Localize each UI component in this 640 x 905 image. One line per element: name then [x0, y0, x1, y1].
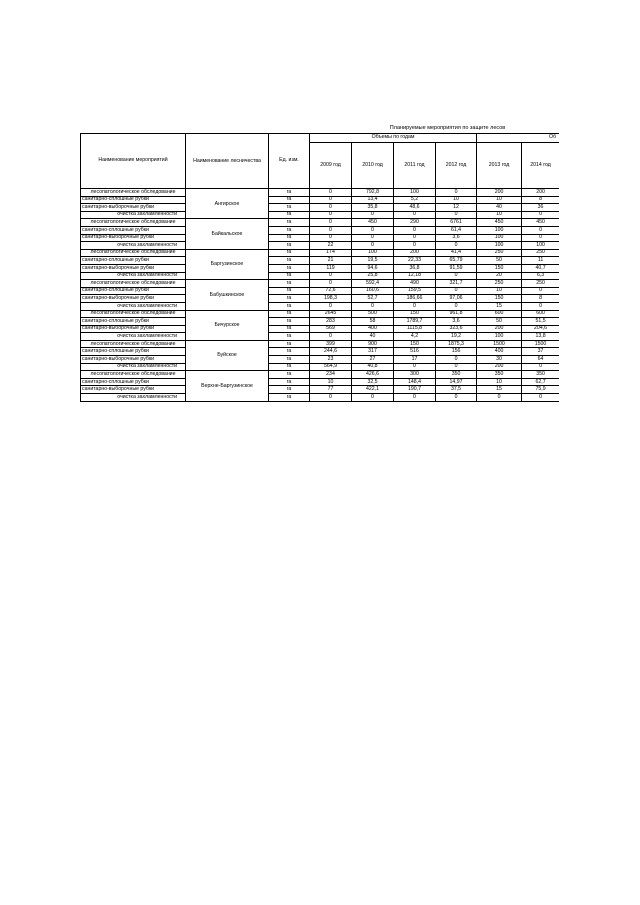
forestry-cell: Бичурское — [186, 310, 269, 340]
unit-cell: га — [269, 287, 310, 295]
table-row — [81, 348, 560, 356]
measure-cell: очистка захламленности — [81, 211, 186, 219]
unit-cell: га — [269, 204, 310, 212]
table-row — [81, 310, 560, 318]
value-cell: 100 — [352, 249, 394, 257]
table-row — [81, 356, 560, 364]
measure-cell: санитарно-выборочные рубки — [81, 356, 186, 364]
value-cell: 516 — [394, 348, 436, 356]
table-row — [81, 378, 560, 386]
forestry-cell: Байкальское — [186, 219, 269, 249]
unit-cell: га — [269, 386, 310, 394]
value-cell: 250 — [477, 280, 522, 288]
value-cell: 0 — [436, 189, 477, 197]
measure-cell: санитарно-выборочные рубки — [81, 204, 186, 212]
value-cell: 0 — [522, 394, 559, 402]
value-cell: 14,97 — [436, 378, 477, 386]
table-row — [81, 219, 560, 227]
unit-cell: га — [269, 302, 310, 310]
value-cell: 40 — [352, 333, 394, 341]
value-cell: 0 — [522, 226, 559, 234]
table-row — [81, 249, 560, 257]
value-cell: 51,5 — [522, 318, 559, 326]
value-cell: 32,5 — [352, 378, 394, 386]
value-cell: 0 — [436, 356, 477, 364]
value-cell: 0 — [310, 211, 352, 219]
measure-cell: очистка захламленности — [81, 363, 186, 371]
value-cell: 174 — [310, 249, 352, 257]
value-cell: 150 — [394, 340, 436, 348]
protection-plan-table-block — [80, 124, 559, 441]
value-cell: 94,6 — [352, 264, 394, 272]
value-cell: 300 — [394, 371, 436, 379]
value-cell: 0 — [310, 234, 352, 242]
value-cell: 160,6 — [352, 287, 394, 295]
value-cell: 10 — [477, 287, 522, 295]
value-cell: 350 — [436, 371, 477, 379]
value-cell: 48,6 — [394, 204, 436, 212]
value-cell: 36 — [522, 204, 559, 212]
table-row — [81, 394, 560, 402]
measure-cell: очистка захламленности — [81, 302, 186, 310]
value-cell: 50 — [477, 318, 522, 326]
value-cell: 0 — [394, 234, 436, 242]
value-cell: 119 — [310, 264, 352, 272]
value-cell: 0 — [436, 211, 477, 219]
measure-cell: санитарно-выборочные рубки — [81, 325, 186, 333]
value-cell: 23 — [310, 356, 352, 364]
table-row — [81, 340, 560, 348]
value-cell: 148,4 — [394, 378, 436, 386]
value-cell: 200 — [477, 189, 522, 197]
header-forestry: Наименование лесничества — [186, 134, 269, 189]
value-cell: 0 — [522, 211, 559, 219]
table-row — [81, 325, 560, 333]
unit-cell: га — [269, 378, 310, 386]
value-cell: 0 — [310, 219, 352, 227]
value-cell: 426,6 — [352, 371, 394, 379]
value-cell: 19,5 — [352, 257, 394, 265]
value-cell: 36,8 — [394, 264, 436, 272]
value-cell: 0 — [394, 242, 436, 250]
value-cell: 961,8 — [436, 310, 477, 318]
unit-cell: га — [269, 272, 310, 280]
value-cell: 40 — [477, 204, 522, 212]
value-cell: 0 — [394, 302, 436, 310]
table-body — [81, 189, 560, 402]
value-cell: 100 — [477, 242, 522, 250]
forestry-cell: Буйское — [186, 340, 269, 370]
protection-plan-table — [80, 133, 559, 402]
table-row — [81, 295, 560, 303]
measure-cell: санитарно-сплошные рубки — [81, 196, 186, 204]
value-cell: 10 — [477, 196, 522, 204]
value-cell: 290 — [394, 219, 436, 227]
unit-cell: га — [269, 189, 310, 197]
value-cell: 27 — [352, 356, 394, 364]
unit-cell: га — [269, 242, 310, 250]
value-cell: 77 — [310, 386, 352, 394]
value-cell: 450 — [477, 219, 522, 227]
value-cell: 100 — [477, 333, 522, 341]
value-cell: 0 — [352, 226, 394, 234]
table-row — [81, 204, 560, 212]
unit-cell: га — [269, 318, 310, 326]
value-cell: 200 — [522, 189, 559, 197]
value-cell: 0 — [352, 394, 394, 402]
value-cell: 321,7 — [436, 280, 477, 288]
measure-cell: санитарно-сплошные рубки — [81, 226, 186, 234]
value-cell: 0 — [310, 204, 352, 212]
header-year: 2014 год — [522, 143, 559, 189]
unit-cell: га — [269, 257, 310, 265]
measure-cell: санитарно-выборочные рубки — [81, 234, 186, 242]
measure-cell: очистка захламленности — [81, 394, 186, 402]
value-cell: 1500 — [477, 340, 522, 348]
value-cell: 569 — [310, 325, 352, 333]
value-cell: 2645 — [310, 310, 352, 318]
value-cell: 450 — [352, 219, 394, 227]
value-cell: 100 — [477, 226, 522, 234]
value-cell: 1875,3 — [436, 340, 477, 348]
value-cell: 283 — [310, 318, 352, 326]
value-cell: 150 — [477, 264, 522, 272]
value-cell: 10 — [477, 211, 522, 219]
value-cell: 0 — [352, 234, 394, 242]
measure-cell: очистка захламленности — [81, 272, 186, 280]
value-cell: 13,8 — [522, 333, 559, 341]
forestry-cell: Ангирское — [186, 189, 269, 219]
table-caption: Планируемые мероприятия по защите лесов — [389, 125, 506, 131]
measure-cell: санитарно-выборочные рубки — [81, 386, 186, 394]
unit-cell: га — [269, 234, 310, 242]
unit-cell: га — [269, 348, 310, 356]
value-cell: 422,1 — [352, 386, 394, 394]
forestry-cell: Верхне-Баргузинское — [186, 371, 269, 401]
measure-cell: лесопатологическое обследование — [81, 219, 186, 227]
unit-cell: га — [269, 310, 310, 318]
table-row — [81, 280, 560, 288]
value-cell: 40,7 — [522, 264, 559, 272]
forestry-cell: Бабушкинское — [186, 280, 269, 310]
value-cell: 0 — [436, 302, 477, 310]
value-cell: 490 — [394, 280, 436, 288]
value-cell: 22,33 — [394, 257, 436, 265]
value-cell: 20 — [477, 272, 522, 280]
value-cell: 564,9 — [310, 363, 352, 371]
value-cell: 0 — [522, 302, 559, 310]
measure-cell: лесопатологическое обследование — [81, 280, 186, 288]
value-cell: 41,4 — [436, 249, 477, 257]
value-cell: 3,6 — [436, 234, 477, 242]
measure-cell: санитарно-выборочные рубки — [81, 295, 186, 303]
value-cell: 190,7 — [394, 386, 436, 394]
measure-cell: лесопатологическое обследование — [81, 371, 186, 379]
value-cell: 0 — [310, 196, 352, 204]
table-row — [81, 318, 560, 326]
value-cell: 22 — [310, 242, 352, 250]
value-cell: 100 — [522, 242, 559, 250]
table-row — [81, 189, 560, 197]
value-cell: 400 — [352, 325, 394, 333]
unit-cell: га — [269, 371, 310, 379]
measure-cell: санитарно-сплошные рубки — [81, 287, 186, 295]
value-cell: 37,5 — [436, 386, 477, 394]
table-row — [81, 386, 560, 394]
table-row — [81, 234, 560, 242]
unit-cell: га — [269, 196, 310, 204]
value-cell: 200 — [394, 249, 436, 257]
value-cell: 72,6 — [310, 287, 352, 295]
value-cell: 12,18 — [394, 272, 436, 280]
value-cell: 156 — [436, 348, 477, 356]
header-year: 2013 год — [477, 143, 522, 189]
value-cell: 0 — [394, 394, 436, 402]
value-cell: 30 — [477, 356, 522, 364]
value-cell: 0 — [352, 302, 394, 310]
value-cell: 3,6 — [436, 318, 477, 326]
value-cell: 6,3 — [522, 272, 559, 280]
value-cell: 19,2 — [436, 333, 477, 341]
value-cell: 0 — [310, 272, 352, 280]
value-cell: 8 — [522, 295, 559, 303]
value-cell: 0 — [436, 242, 477, 250]
value-cell: 0 — [310, 333, 352, 341]
value-cell: 52,7 — [352, 295, 394, 303]
measure-cell: санитарно-сплошные рубки — [81, 348, 186, 356]
value-cell: 0 — [394, 363, 436, 371]
unit-cell: га — [269, 219, 310, 227]
value-cell: 0 — [477, 394, 522, 402]
value-cell: 0 — [522, 234, 559, 242]
value-cell: 21 — [310, 257, 352, 265]
value-cell: 198,3 — [310, 295, 352, 303]
unit-cell: га — [269, 211, 310, 219]
value-cell: 10 — [436, 196, 477, 204]
value-cell: 234 — [310, 371, 352, 379]
value-cell: 244,6 — [310, 348, 352, 356]
value-cell: 1500 — [522, 340, 559, 348]
unit-cell: га — [269, 295, 310, 303]
measure-cell: санитарно-сплошные рубки — [81, 257, 186, 265]
table-row — [81, 211, 560, 219]
measure-cell: лесопатологическое обследование — [81, 310, 186, 318]
value-cell: 0 — [522, 287, 559, 295]
value-cell: 350 — [477, 371, 522, 379]
measure-cell: лесопатологическое обследование — [81, 189, 186, 197]
unit-cell: га — [269, 363, 310, 371]
value-cell: 900 — [352, 340, 394, 348]
value-cell: 1115,8 — [394, 325, 436, 333]
value-cell: 323,6 — [436, 325, 477, 333]
table-row — [81, 196, 560, 204]
header-year: 2012 год — [436, 143, 477, 189]
value-cell: 0 — [522, 363, 559, 371]
value-cell: 13,4 — [352, 196, 394, 204]
value-cell: 500 — [352, 310, 394, 318]
measure-cell: очистка захламленности — [81, 242, 186, 250]
unit-cell: га — [269, 333, 310, 341]
unit-cell: га — [269, 264, 310, 272]
table-row — [81, 272, 560, 280]
value-cell: 15 — [477, 386, 522, 394]
value-cell: 5,2 — [394, 196, 436, 204]
header-year: 2010 год — [352, 143, 394, 189]
value-cell: 12 — [436, 204, 477, 212]
value-cell: 58 — [352, 318, 394, 326]
value-cell: 15 — [477, 302, 522, 310]
value-cell: 250 — [522, 280, 559, 288]
value-cell: 10 — [310, 378, 352, 386]
value-cell: 250 — [522, 249, 559, 257]
header-volumes: Объемы по годам — [310, 134, 477, 143]
unit-cell: га — [269, 280, 310, 288]
value-cell: 204,6 — [522, 325, 559, 333]
value-cell: 0 — [310, 394, 352, 402]
value-cell: 150 — [477, 295, 522, 303]
value-cell: 150 — [394, 310, 436, 318]
value-cell: 0 — [394, 226, 436, 234]
header-volumes-overflow: Об — [477, 134, 559, 143]
value-cell: 350 — [522, 371, 559, 379]
value-cell: 186,66 — [394, 295, 436, 303]
value-cell: 100 — [477, 234, 522, 242]
header-year: 2011 год — [394, 143, 436, 189]
value-cell: 0 — [436, 394, 477, 402]
value-cell: 399 — [310, 340, 352, 348]
table-row — [81, 242, 560, 250]
value-cell: 4,2 — [394, 333, 436, 341]
value-cell: 0 — [352, 242, 394, 250]
value-cell: 600 — [522, 310, 559, 318]
value-cell: 792,8 — [352, 189, 394, 197]
unit-cell: га — [269, 394, 310, 402]
value-cell: 8 — [522, 196, 559, 204]
value-cell: 317 — [352, 348, 394, 356]
value-cell: 64 — [522, 356, 559, 364]
measure-cell: лесопатологическое обследование — [81, 340, 186, 348]
value-cell: 0 — [310, 226, 352, 234]
unit-cell: га — [269, 226, 310, 234]
header-measure: Наименование мероприятий — [81, 134, 186, 189]
unit-cell: га — [269, 356, 310, 364]
unit-cell: га — [269, 249, 310, 257]
value-cell: 0 — [436, 272, 477, 280]
value-cell: 200 — [477, 363, 522, 371]
measure-cell: санитарно-сплошные рубки — [81, 378, 186, 386]
header-unit: Ед. изм. — [269, 134, 310, 189]
value-cell: 65,79 — [436, 257, 477, 265]
value-cell: 6761 — [436, 219, 477, 227]
value-cell: 91,59 — [436, 264, 477, 272]
table-row — [81, 371, 560, 379]
value-cell: 200 — [477, 325, 522, 333]
measure-cell: санитарно-сплошные рубки — [81, 318, 186, 326]
value-cell: 10 — [477, 378, 522, 386]
value-cell: 62,7 — [522, 378, 559, 386]
unit-cell: га — [269, 325, 310, 333]
value-cell: 400 — [477, 348, 522, 356]
table-row — [81, 264, 560, 272]
value-cell: 35,8 — [352, 204, 394, 212]
value-cell: 0 — [436, 363, 477, 371]
header-year: 2009 год — [310, 143, 352, 189]
value-cell: 450 — [522, 219, 559, 227]
value-cell: 1789,7 — [394, 318, 436, 326]
table-row — [81, 287, 560, 295]
value-cell: 11 — [522, 257, 559, 265]
unit-cell: га — [269, 340, 310, 348]
value-cell: 40,8 — [352, 363, 394, 371]
measure-cell: очистка захламленности — [81, 333, 186, 341]
value-cell: 159,5 — [394, 287, 436, 295]
value-cell: 100 — [394, 189, 436, 197]
value-cell: 600 — [477, 310, 522, 318]
value-cell: 0 — [310, 280, 352, 288]
table-row — [81, 257, 560, 265]
forestry-cell: Баргузинское — [186, 249, 269, 279]
value-cell: 0 — [310, 302, 352, 310]
measure-cell: санитарно-выборочные рубки — [81, 264, 186, 272]
value-cell: 97,06 — [436, 295, 477, 303]
value-cell: 0 — [394, 211, 436, 219]
table-row — [81, 226, 560, 234]
measure-cell: лесопатологическое обследование — [81, 249, 186, 257]
value-cell: 0 — [352, 211, 394, 219]
table-row — [81, 302, 560, 310]
value-cell: 61,4 — [436, 226, 477, 234]
value-cell: 17 — [394, 356, 436, 364]
table-row — [81, 333, 560, 341]
value-cell: 592,4 — [352, 280, 394, 288]
value-cell: 25,8 — [352, 272, 394, 280]
value-cell: 0 — [310, 189, 352, 197]
value-cell: 50 — [477, 257, 522, 265]
value-cell: 250 — [477, 249, 522, 257]
value-cell: 0 — [436, 287, 477, 295]
value-cell: 37 — [522, 348, 559, 356]
table-row — [81, 363, 560, 371]
value-cell: 75,9 — [522, 386, 559, 394]
